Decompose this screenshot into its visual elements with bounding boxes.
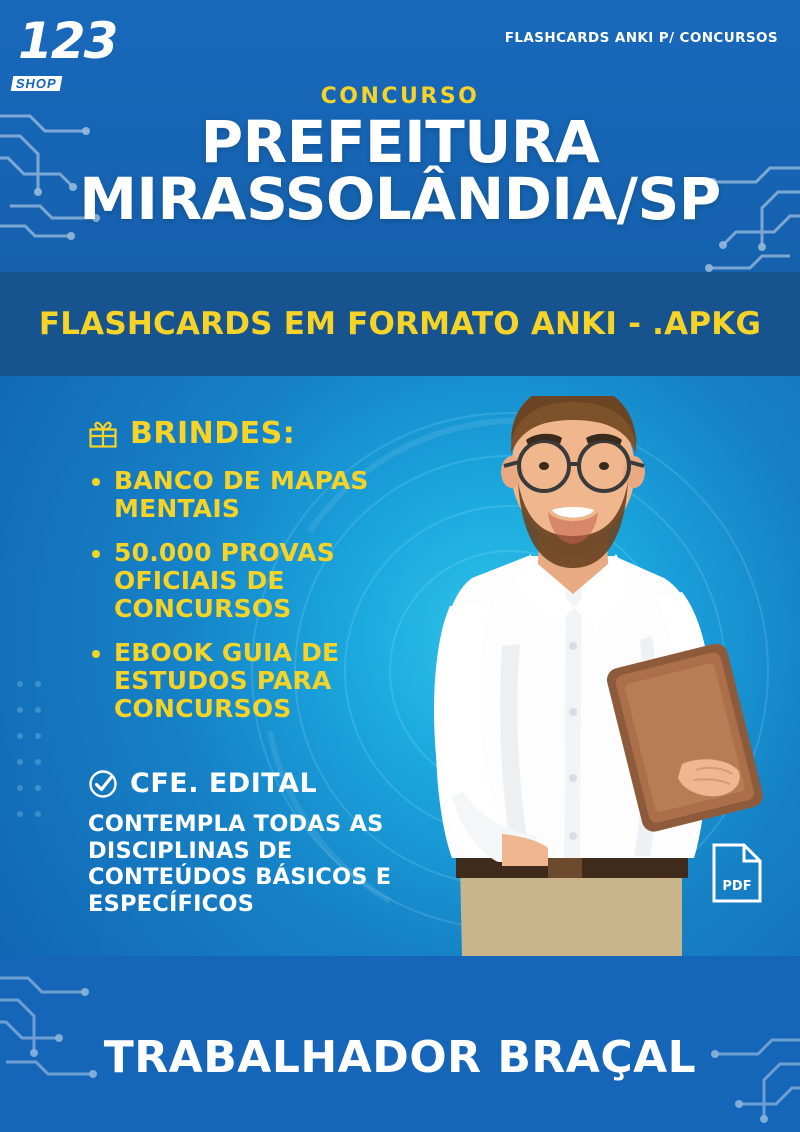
gift-icon (88, 419, 118, 449)
format-band-text: FLASHCARDS EM FORMATO ANKI - .APKG (38, 306, 762, 342)
pdf-icon (710, 842, 764, 904)
svg-text:PDF: PDF (722, 879, 752, 894)
main-section (0, 376, 800, 956)
dot-grid-decoration (14, 676, 50, 826)
page-title-line-2: MIRASSOLÂNDIA/SP (79, 164, 721, 233)
format-band (0, 272, 800, 376)
list-item: EBOOK GUIA DE ESTUDOS PARA CONCURSOS (88, 639, 448, 723)
footer-section (0, 956, 800, 1132)
edital-heading-row (88, 768, 428, 799)
role-title: TRABALHADOR BRAÇAL (103, 1032, 697, 1083)
header-section (0, 0, 800, 272)
gifts-list (88, 467, 448, 723)
gifts-heading-row (88, 416, 448, 451)
header-kicker: CONCURSO (320, 84, 480, 109)
page-title (0, 108, 800, 233)
gifts-heading: BRINDES: (130, 416, 296, 451)
gifts-block (88, 416, 448, 739)
edital-block (88, 768, 428, 917)
list-item: BANCO DE MAPAS MENTAIS (88, 467, 448, 523)
logo-suffix: SHOP (11, 76, 62, 91)
brand-logo[interactable] (14, 12, 158, 91)
page-title-line-1: PREFEITURA (200, 108, 600, 176)
logo-digits: 123 (18, 12, 117, 70)
list-item: 50.000 PROVAS OFICIAIS DE CONCURSOS (88, 539, 448, 623)
edital-description: CONTEMPLA TODAS AS DISCIPLINAS DE CONTEÚDOS BÁSICOS E ESPECÍFICOS (88, 811, 392, 917)
edital-heading: CFE. EDITAL (130, 768, 318, 799)
header-tagline: FLASHCARDS ANKI P/ CONCURSOS (504, 30, 778, 46)
check-circle-icon (88, 769, 118, 799)
